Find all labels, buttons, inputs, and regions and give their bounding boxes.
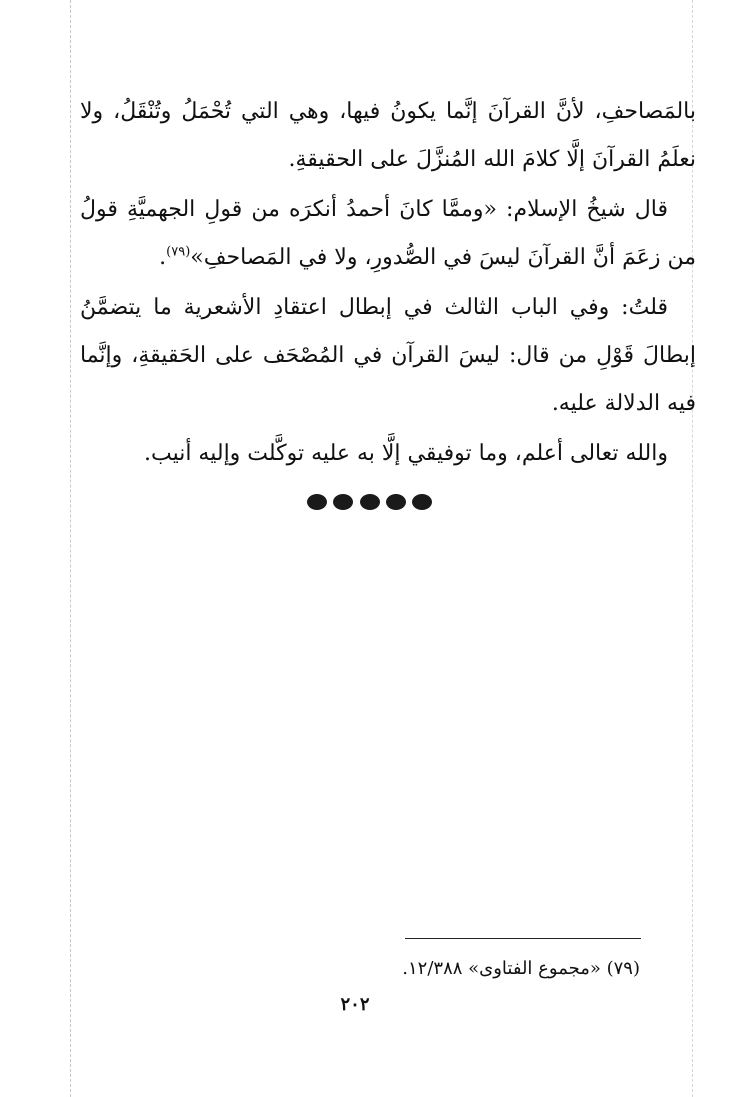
paragraph-2: [80, 186, 696, 282]
ornament-dot: [412, 494, 432, 510]
ornament-dot: [333, 494, 353, 510]
paragraph-1: بالمَصاحفِ، لأنَّ القرآنَ إنَّما يكونُ فيها، وهي التي تُحْمَلُ وتُنْقَلُ، ولا نعلَمُ القرآنَ إلَّا كلامَ الله المُنزَّلَ على الحقيقةِ.: [80, 99, 696, 172]
footnote-reference: (٧٩): [166, 244, 191, 260]
page-number: ٢٠٢: [340, 994, 370, 1015]
quote-text: قال شيخُ الإسلام: «وممَّا كانَ أحمدُ أنكرَه من قولِ الجهميَّةِ قولُ من زعَمَ أنَّ القرآنَ ليسَ في الصُّدورِ، ولا في المَصاحفِ»: [80, 197, 696, 270]
page-body: [80, 88, 696, 478]
ornament-dot: [386, 494, 406, 510]
section-end-ornament: [307, 492, 432, 512]
footnote: (٧٩) «مجموع الفتاوى» ١٢/٣٨٨.: [402, 958, 640, 979]
footnote-separator: [405, 938, 641, 939]
ornament-dot: [360, 494, 380, 510]
paragraph-3: قلتُ: وفي الباب الثالث في إبطال اعتقادِ الأشعرية ما يتضمَّنُ إبطالَ قَوْلِ من قال: ليسَ القرآن في المُصْحَف على الحَقيقةِ، وإنَّما فيه الدلالة عليه.: [80, 295, 696, 416]
paragraph-4: والله تعالى أعلم، وما توفيقي إلَّا به عليه توكَّلت وإليه أنيب.: [143, 441, 668, 466]
scan-margin-line-left: [70, 0, 71, 1097]
sentence-end: .: [159, 245, 167, 270]
ornament-dot: [307, 494, 327, 510]
